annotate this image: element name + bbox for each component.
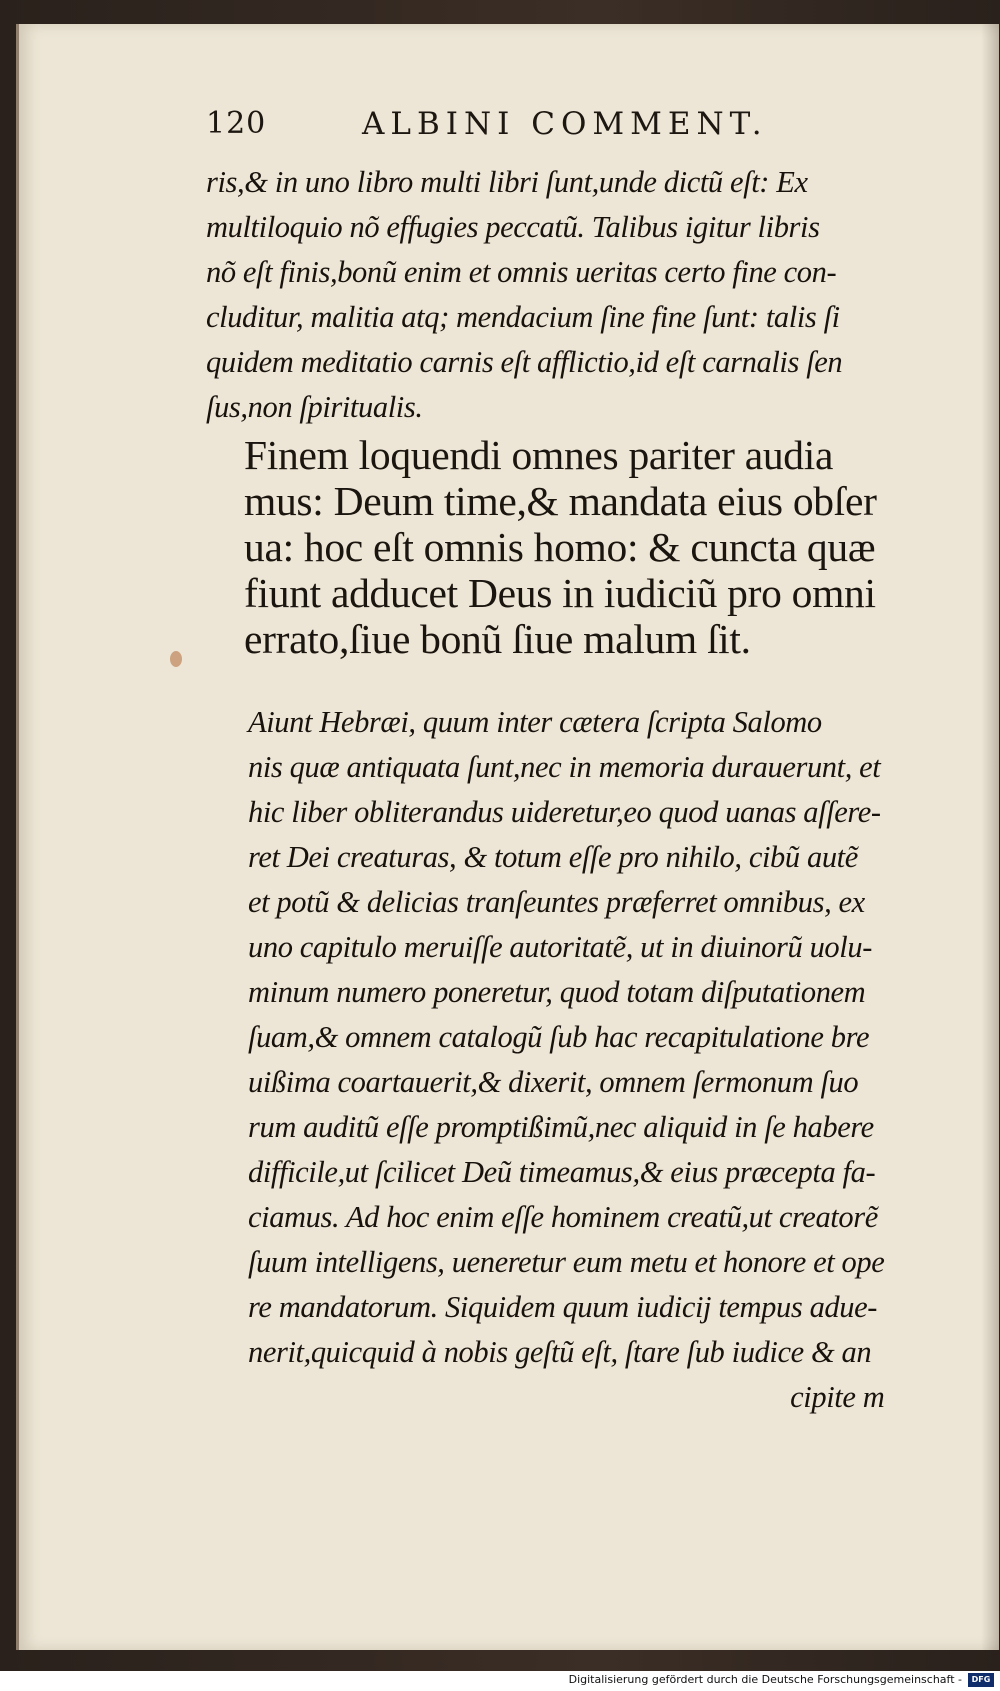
page-number: 120 <box>206 106 267 141</box>
commentary-paragraph-1 <box>206 160 842 430</box>
text-line: ris,& in uno libro multi libri ſunt,unde dictũ eſt: Ex <box>206 165 808 199</box>
paper-stain <box>170 651 182 667</box>
text-line: quidem meditatio carnis eſt afflictio,id eſt carnalis ſen <box>206 345 843 379</box>
text-line: difficile,ut ſcilicet Deũ timeamus,& eius præcepta fa- <box>248 1155 876 1189</box>
text-line: uno capitulo meruiſſe autoritatẽ, ut in diuinorũ uolu- <box>248 930 872 964</box>
commentary-paragraph-2 <box>248 700 884 1420</box>
text-line: ſus,non ſpiritualis. <box>206 390 423 424</box>
dfg-logo: DFG <box>968 1673 994 1687</box>
text-line: uißima coartauerit,& dixerit, omnem ſermonum ſuo <box>248 1065 859 1099</box>
verse-line: ua: hoc eſt omnis homo: & cuncta quæ <box>244 524 876 570</box>
verse-line: Finem loquendi omnes pariter audia <box>244 432 834 478</box>
text-line: et potũ & delicias tranſeuntes præferret omnibus, ex <box>248 885 865 919</box>
funding-credit: Digitalisierung gefördert durch die Deutsche Forschungsgemeinschaft - <box>568 1673 962 1686</box>
text-line: rum auditũ eſſe promptißimũ,nec aliquid in ſe habere <box>248 1110 874 1144</box>
text-line: multiloquio nõ effugies peccatũ. Talibus igitur libris <box>206 210 820 244</box>
text-line: nis quæ antiquata ſunt,nec in memoria durauerunt, et <box>248 750 881 784</box>
text-line: nõ eſt finis,bonũ enim et omnis ueritas certo fine con- <box>206 255 837 289</box>
running-head <box>206 106 906 154</box>
running-title: ALBINI COMMENT. <box>362 106 768 142</box>
verse-line: mus: Deum time,& mandata eius obſer <box>244 478 877 524</box>
scripture-verse <box>244 432 877 662</box>
text-line: ſuum intelligens, ueneretur eum metu et honore et ope <box>248 1245 885 1279</box>
footer-bar <box>0 1671 1000 1691</box>
catchword: cipite m <box>790 1380 885 1414</box>
text-line: ret Dei creaturas, & totum eſſe pro nihilo, cibũ autẽ <box>248 840 858 874</box>
text-line: ſuam,& omnem catalogũ ſub hac recapitulatione bre <box>248 1020 870 1054</box>
text-line: hic liber obliterandus uideretur,eo quod uanas aſſere- <box>248 795 881 829</box>
text-line: Aiunt Hebræi, quum inter cætera ſcripta Salomo <box>248 705 822 739</box>
text-line: nerit,quicquid à nobis geſtũ eſt, ſtare ſub iudice & an <box>248 1335 872 1369</box>
text-line: re mandatorum. Siquidem quum iudicij tempus adue- <box>248 1290 878 1324</box>
text-line: minum numero poneretur, quod totam diſputationem <box>248 975 866 1009</box>
verse-line: errato,ſiue bonũ ſiue malum ſit. <box>244 616 751 662</box>
verse-line: fiunt adducet Deus in iudiciũ pro omni <box>244 570 876 616</box>
text-line: ciamus. Ad hoc enim eſſe hominem creatũ,ut creatorẽ <box>248 1200 878 1234</box>
text-line: cluditur, malitia atq; mendacium ſine fine ſunt: talis ſi <box>206 300 840 334</box>
